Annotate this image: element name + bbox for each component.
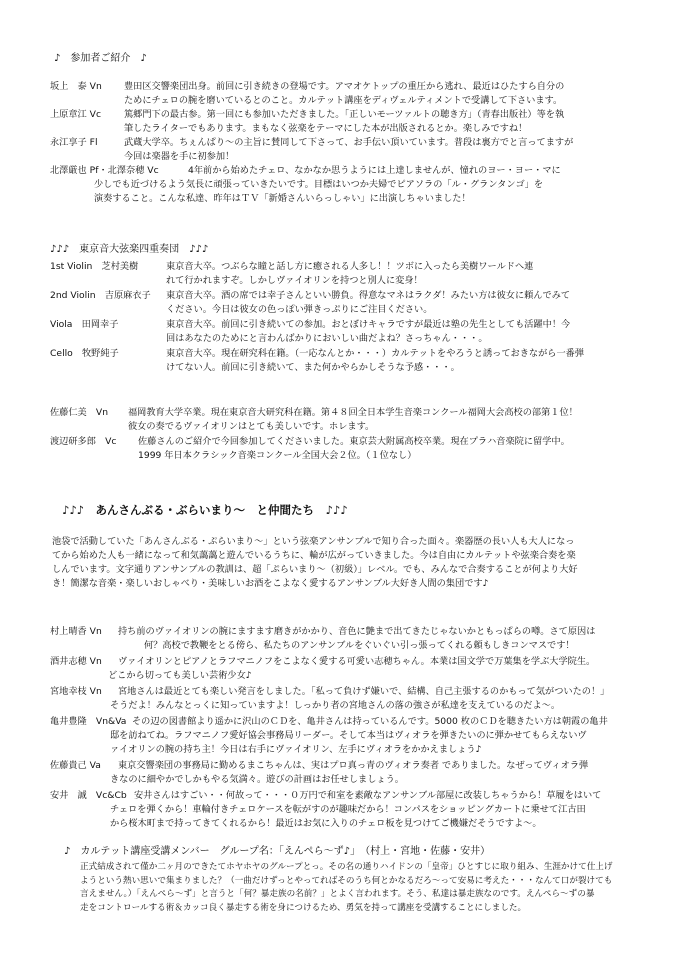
member-name: 村上晴香 Vn (50, 626, 102, 637)
section5-title: ♪ カルテット講座受講メンバー グループ名：「えんぺら～ず♪」 （村上・宮地・佐藤・安井） (64, 846, 491, 857)
member-name: Cello 牧野純子 (50, 348, 119, 359)
member-description-cont: チェロを弾くから！車輪付きチェロケースを転がすのが趣味だから！コンパスをショッピングカートに乗せて江古田 から桜木町まで持ってきてくれるから！最近はお気に入りのチェロ板を見つけてご機嫌だそうですよ～。 (110, 804, 586, 829)
group-intro: 池袋で活動していた「あんさんぶる・ぷらいまり～」という弦楽アンサンブルで知り合った面々。楽器歴の長い人も大人になっ てから始めた人も一緒になって和気藹藹と遊んでいるうちに、輪が広がっていきました。今は自由にカルテットや弦楽合奏を楽 しんでいます。文字通りアンサンブルの教訓は、超「ぷらいまり～（初級）」レベル。でも、みんなで合奏することが何より大好 き！簡潔な音楽・楽しいおしゃべり・美味しいお酒をこよなく愛するアンサンブル大好き人間の集団です♪ (52, 536, 578, 589)
guest-name: 佐藤仁美 Vn (50, 407, 109, 418)
member-description: 東京音大卒。前回に引き続いての参加。おとぼけキャラですが最近は塾の先生としても活躍中！今 回はあなたのためにと言わんばかりにおいしい曲だよね？さっちゃん・・・。 (166, 319, 571, 344)
member-description: 東京音大卒。つぶらな瞳と話し方に癒される人多し！！ツボに入ったら美樹ワールドへ連 れて行かれますぞ。しかしヴァイオリンを持つと別人に変身！ (166, 261, 534, 286)
participant-description: 4年前から始めたチェロ、なかなか思うようには上達しませんが、憧れのヨー・ヨー・マに (188, 165, 561, 176)
member-description-cont: きなのに細やかでしかもやる気満々。遊びの計画はお任せしましょう。 (110, 774, 404, 785)
participant-description: 篤郷門下の最古参。第一回にも参加いただきました。「正しいモーツァルトの聴き方」（青春出版社）等を執 筆したライターでもあります。まもなく弦楽をテーマにした本が出版されるとか。楽しみですね！ (124, 109, 565, 134)
member-description: 宮地さんは最近とても楽しい発言をしました。「私って負けず嫌いで、結構、自己主張するのかもって気がついたの！」 (118, 686, 610, 697)
guest-name: 渡辺研多郎 Vc (50, 436, 117, 447)
member-description: 東京音大卒。酒の席では幸子さんといい勝負。得意なマネはラクダ！みたい方は彼女に頼んでみて ください。今日は彼女の色っぽい弾きっぷりにご注目ください。 (166, 290, 571, 315)
member-name: 2nd Violin 吉原麻衣子 (50, 290, 151, 301)
participant-name: 永江享子 Fl (50, 137, 98, 148)
member-description: ヴァイオリンとピアノとラフマニノフをこよなく愛する可愛い志穂ちゃん。本業は国文学で万葉集を学ぶ大学院生。 (118, 656, 596, 667)
member-description-cont: どこから切っても美しい芸術少女♪ (108, 670, 252, 681)
member-name: 宮地幸枝 Vn (50, 686, 102, 697)
guest-description-cont: 1999 年日本クラシック音楽コンクール全国大会２位。（１位なし） (138, 450, 417, 461)
section4-title: ♪♪♪ あんさんぶる・ぶらいまり～ と仲間たち ♪♪♪ (62, 503, 348, 517)
member-name: 酒井志穂 Vn (50, 656, 102, 667)
member-name: 安井 誠 Vc&Cb (50, 790, 127, 801)
group-description: 正式結成されて僅か二ヶ月のできたてホヤホヤのグループとっ。その名の通りハイドンの「皇帝」ひとすじに取り組み、生涯かけて仕上げ ようという熱い思いで集まりました？（一曲だけずっとやってればそのうち何とかなるだろ～って安易に考えた・・・なんて口が裂けても 言えません。）「えんぺら～ず」と言うと「何？暴走族の名前？」とよく言われます。そう、私達は暴走族なのです。えんぺら～ずの暴 走をコントロールする術＆カッコ良く暴走する術を身につけるため、勇気を持って講座を受講することにしました。 (80, 862, 613, 913)
guest-description: 佐藤さんのご紹介で今回参加してくださいました。東京芸大附属高校卒業。現在プラハ音楽院に留学中。 (138, 436, 570, 447)
participant-name: 北澤厳也 Pf・北澤奈穂 Vc (50, 165, 159, 176)
section2-title: ♪♪♪ 東京音大弦楽四重奏団 ♪♪♪ (50, 244, 209, 255)
member-description: 安井さんはすごい・・何故って・・・０万円で和室を素敵なアンサンブル部屋に改装しちゃうから！草履をはいて (134, 790, 602, 801)
participant-name: 上原章江 Vc (50, 109, 102, 120)
participant-name: 坂上 泰 Vn (50, 81, 102, 92)
member-name: 亀井豊隆 Vn&Va (50, 716, 127, 727)
participant-description: 武蔵大学卒。ちぇんぱり～の主旨に賛同して下さって、お手伝い頂いています。普段は裏方でと言ってますが 今回は楽器を手に初参加！ (124, 137, 574, 162)
member-description-cont: 何？高校で教鞭をとる傍ら、私たちのアンサンブルをぐいぐい引っ張ってくれる頼もしきコンマスです！ (144, 640, 575, 651)
member-description: 持ち前のヴァイオリンの腕にますます磨きがかかり、音色に艶まで出てきたじゃないかともっぱらの噂。さて原因は (118, 626, 596, 637)
member-description: その辺の図書館より遥かに沢山のＣＤを、亀井さんは持っているんです。5000 枚のＣＤを聴きたい方は朝霞の亀井 (132, 716, 608, 727)
member-name: 佐藤貴己 Va (50, 760, 101, 771)
member-name: Viola 田岡幸子 (50, 319, 119, 330)
member-description: 東京交響楽団の事務局に勤めるまこちゃんは、実はプロ真っ青のヴィオラ奏者 でありました。なぜってヴィオラ弾 (118, 760, 589, 771)
guest-description: 福岡教育大学卒業。現在東京音大研究科在籍。第４８回全日本学生音楽コンクール福岡大会高校の部第１位！ 彼女の奏でるヴァイオリンはとても美しいです。ホレます。 (128, 407, 578, 432)
member-description: 東京音大卒。現在研究科在籍。（一応なんとか・・・）カルテットをやろうと誘っておきながら一番弾 けてない人。前回に引き続いて、また何かやらかしそうな予感・・・。 (166, 348, 585, 373)
member-description-cont: そうだよ！みんなとっくに知っていますよ！しっかり者の宮地さんの落の強さが私達を支えているのだよ～。 (110, 700, 561, 711)
member-description-cont: 邸を訪ねてね。ラフマニノフ愛好協会事務局リーダー。そして本当はヴィオラを弾きたいのに弾かせてもらえないヴ ァイオリンの腕の持ち主！今日は右手にヴァイオリン、左手にヴィオラをかかえましょう♪ (110, 730, 587, 755)
member-name: 1st Violin 芝村美樹 (50, 261, 139, 272)
section1-title: ♪ 参加者ご紹介 ♪ (54, 53, 147, 64)
participant-description: 豊田区交響楽団出身。前回に引き続きの登場です。アマオケトップの重圧から逃れ、最近はひたすら自分の ためにチェロの腕を磨いているとのこと。カルテット講座をディヴェルティメントで受講して下さいます。 (124, 81, 565, 106)
participant-description-cont: 少しでも近づけるよう気長に頑張っていきたいです。目標はいつか夫婦でピアソラの「ル・グランタンゴ」を 演奏すること。こんな私達、昨年はＴＶ「新婚さんいらっしゃい」に出演しちゃいました！ (94, 179, 544, 204)
